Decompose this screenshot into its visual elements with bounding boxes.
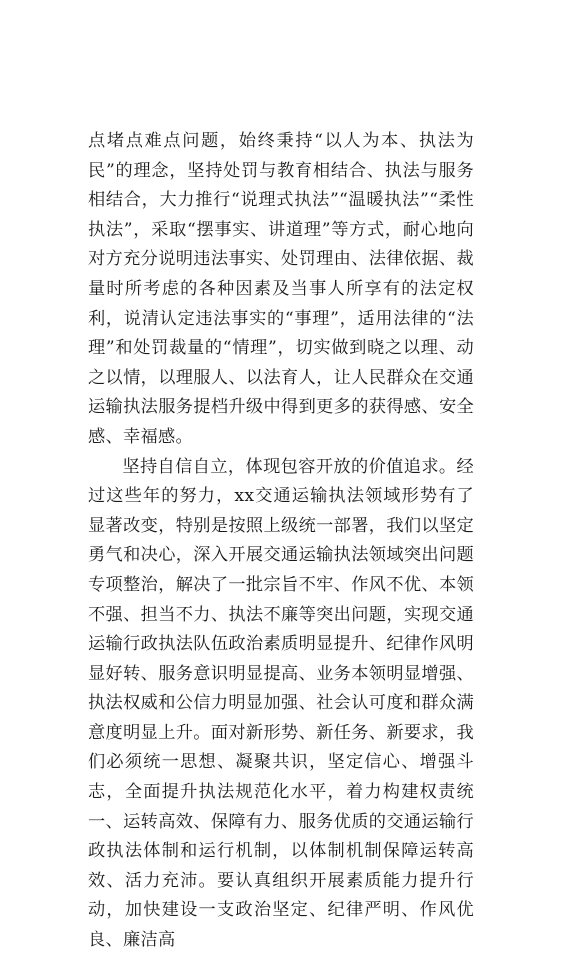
document-body	[88, 127, 474, 956]
paragraph-continued: 点堵点难点问题，始终秉持“以人为本、执法为民”的理念，坚持处罚与教育相结合、执法与服务相结合，大力推行“说理式执法”“温暖执法”“柔性执法”，采取“摆事实、讲道理”等方式，耐心地向对方充分说明违法事实、处罚理由、法律依据、裁量时所考虑的各种因素及当事人所享有的法定权利，说清认定违法事实的“事理”，适用法律的“法理”和处罚裁量的“情理”，切实做到晓之以理、动之以情，以理服人、以法育人，让人民群众在交通运输执法服务提档升级中得到更多的获得感、安全感、幸福感。	[88, 131, 474, 447]
paragraph: 坚持自信自立，体现包容开放的价值追求。经过这些年的努力，xx交通运输执法领域形势有了显著改变，特别是按照上级统一部署，我们以坚定勇气和决心，深入开展交通运输执法领域突出问题专项整治，解决了一批宗旨不牢、作风不优、本领不强、担当不力、执法不廉等突出问题，实现交通运输行政执法队伍政治素质明显提升、纪律作风明显好转、服务意识明显提高、业务本领明显增强、执法权威和公信力明显加强、社会认可度和群众满意度明显上升。面对新形势、新任务、新要求，我们必须统一思想、凝聚共识，坚定信心、增强斗志，全面提升执法规范化水平，着力构建权责统一、运转高效、保障有力、服务优质的交通运输行政执法体制和运行机制，以体制机制保障运转高效、活力充沛。要认真组织开展素质能力提升行动，加快建设一支政治坚定、纪律严明、作风优良、廉洁高	[88, 456, 474, 951]
